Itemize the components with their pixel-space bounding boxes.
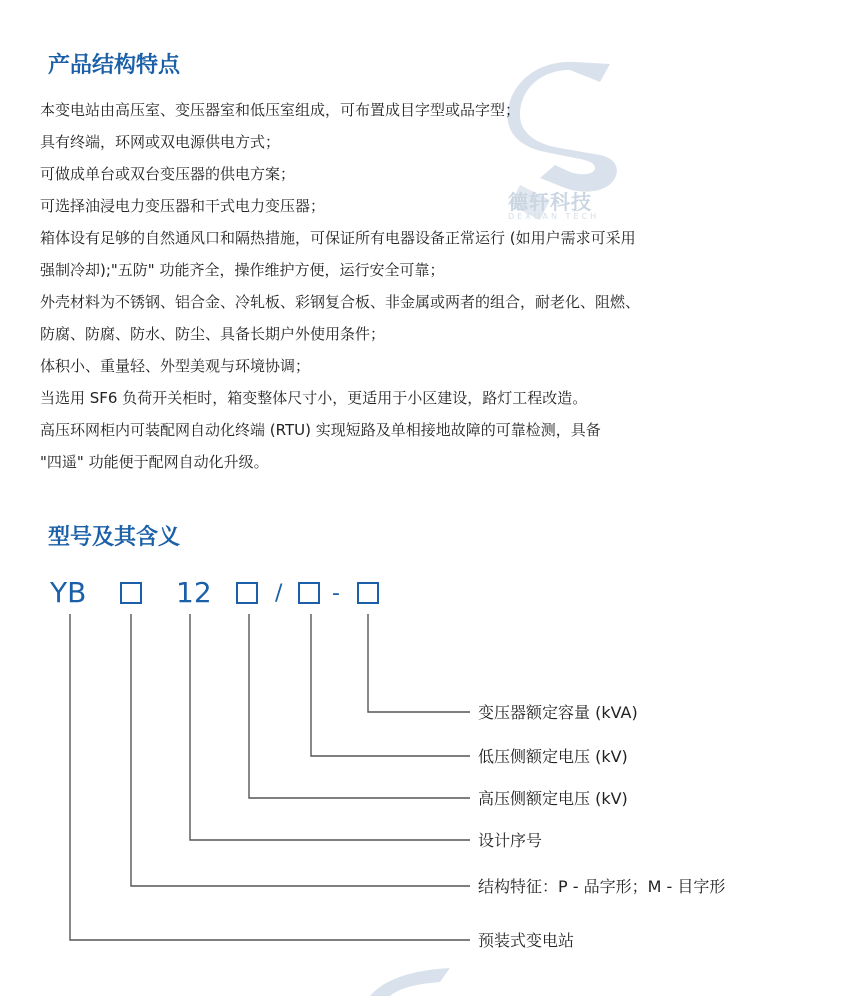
legend-hv-voltage: 高压侧额定电压 (kV): [478, 789, 628, 808]
watermark-subtext: DEXUAN TECH: [508, 212, 600, 221]
connector-structure: [131, 614, 470, 886]
feature-line: 外壳材料为不锈钢、铝合金、冷轧板、彩钢复合板、非金属或两者的组合，耐老化、阻燃、: [40, 293, 641, 311]
code-dash: -: [332, 581, 340, 606]
connector-design: [190, 614, 470, 840]
legend-structure: 结构特征：P - 品字形；M - 目字形: [478, 877, 726, 896]
feature-line: 体积小、重量轻、外型美观与环境协调；: [40, 357, 311, 375]
code-prefix: YB: [50, 576, 87, 609]
feature-line: 具有终端，环网或双电源供电方式；: [40, 133, 281, 151]
legend-capacity: 变压器额定容量 (kVA): [478, 703, 638, 722]
watermark-bottom-icon: [360, 966, 470, 996]
legend-design-number: 设计序号: [478, 831, 543, 850]
model-title: 型号及其含义: [48, 525, 181, 550]
feature-line: 可做成单台或双台变压器的供电方案；: [40, 165, 296, 183]
features-title: 产品结构特点: [48, 53, 181, 78]
feature-line: 当选用 SF6 负荷开关柜时，箱变整体尺寸小，更适用于小区建设，路灯工程改造。: [40, 389, 588, 407]
feature-line: 防腐、防腐、防水、防尘、具备长期户外使用条件；: [40, 325, 386, 343]
code-slash: /: [275, 581, 283, 606]
legend-prefix: 预装式变电站: [478, 931, 575, 950]
feature-line: 可选择油浸电力变压器和干式电力变压器；: [40, 197, 326, 215]
connector-prefix: [70, 614, 470, 940]
feature-line: 高压环网柜内可装配网自动化终端 (RTU) 实现短路及单相接地故障的可靠检测，具备: [40, 421, 601, 439]
code-number: 12: [176, 576, 212, 609]
legend-lv-voltage: 低压侧额定电压 (kV): [478, 747, 628, 766]
watermark-text: 德轩科技: [508, 190, 592, 214]
feature-line: 箱体设有足够的自然通风口和隔热措施，可保证所有电器设备正常运行 (如用户需求可采用: [40, 229, 636, 247]
feature-line: 强制冷却);"五防" 功能齐全，操作维护方便，运行安全可靠；: [40, 261, 445, 279]
connector-capacity: [368, 614, 470, 712]
connector-lv: [311, 614, 470, 756]
connector-hv: [249, 614, 470, 798]
feature-line: "四遥" 功能便于配网自动化升级。: [40, 453, 269, 471]
feature-line: 本变电站由高压室、变压器室和低压室组成，可布置成目字型或品字型；: [40, 101, 521, 119]
